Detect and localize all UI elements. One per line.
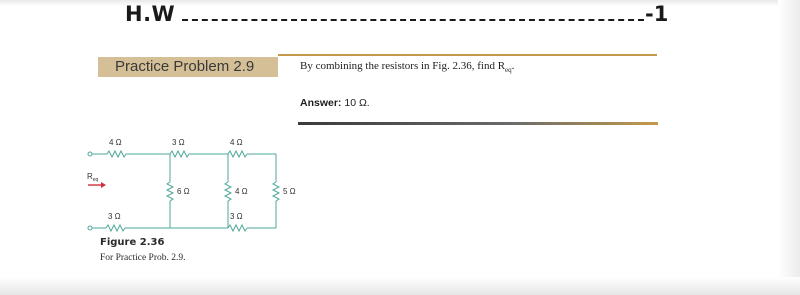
homework-number: -1 (645, 2, 669, 26)
resistor-label-bottom-left: 3 Ω (108, 212, 121, 221)
req-label: $R_{eq}$ (87, 172, 99, 183)
resistor-label-6ohm: 6 Ω (177, 187, 190, 196)
terminal-bottom (88, 226, 92, 230)
problem-statement (300, 60, 514, 74)
problem-statement-main: By combining the resistors in Fig. 2.36, find R (300, 60, 506, 72)
practice-problem-label: Practice Problem 2.9 (115, 58, 255, 75)
top-shadow (0, 0, 800, 6)
answer-label: Answer: (300, 97, 342, 109)
resistor-label-top-mid: 3 Ω (172, 138, 185, 147)
resistor-label-bottom-right: 3 Ω (230, 212, 243, 221)
problem-statement-end: . (511, 60, 515, 72)
homework-title: H.W (125, 2, 176, 26)
bottom-shadow (0, 277, 800, 295)
figure-title: Figure 2.36 (100, 237, 165, 248)
resistor-label-5ohm: 5 Ω (283, 187, 296, 196)
answer-value: 10 Ω. (344, 97, 370, 109)
figure-caption: For Practice Prob. 2.9. (100, 253, 186, 263)
section-accent-line (278, 54, 657, 56)
section-divider (298, 122, 658, 125)
answer-line (300, 97, 370, 109)
title-dashed-line (182, 19, 644, 21)
resistor-label-top-left: 4 Ω (109, 138, 122, 147)
right-shadow (778, 0, 800, 295)
resistor-label-4ohm-vertical: 4 Ω (235, 187, 248, 196)
circuit-diagram (78, 124, 308, 236)
problem-statement-subscript: eq (505, 66, 512, 75)
resistor-label-top-right: 4 Ω (230, 138, 243, 147)
terminal-top (88, 152, 92, 156)
